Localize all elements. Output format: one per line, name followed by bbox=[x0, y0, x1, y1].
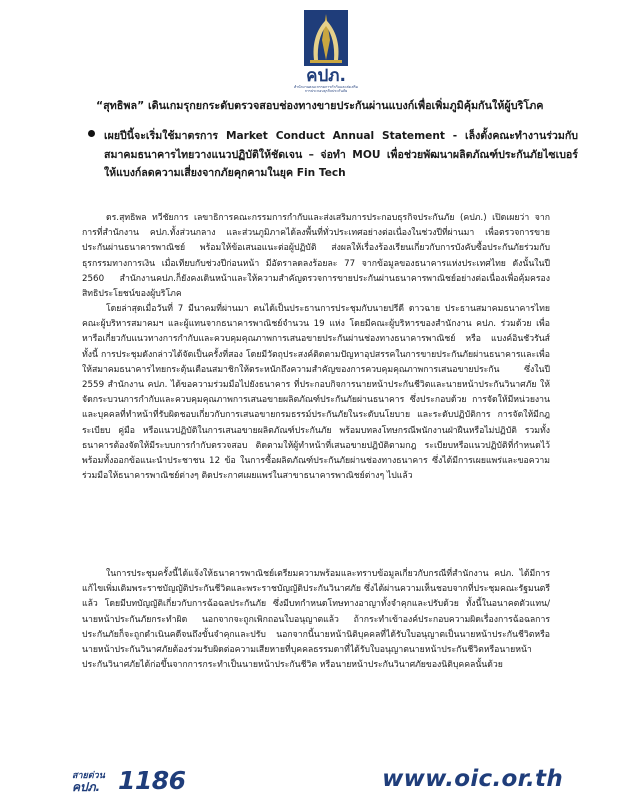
summary-bullet bbox=[88, 127, 578, 183]
hotline-number: 1186 bbox=[118, 766, 186, 795]
headline: “สุทธิพล” เดินเกมรุกยกระดับตรวจสอบช่องทางขายประกันผ่านแบงก์เพื่อเพิ่มภูมิคุ้มกันให้ผู้บริโภค bbox=[96, 99, 544, 112]
logo-name: คปภ. bbox=[306, 66, 346, 86]
oic-emblem-icon bbox=[304, 10, 348, 66]
bullet-icon bbox=[88, 130, 95, 137]
paragraph-3: ในการประชุมครั้งนี้ได้แจ้งให้ธนาคารพาณิชย์เตรียมความพร้อมและทราบข้อมูลเกี่ยวกับกรณีที่สำนักงาน คปภ. ได้มีการแก้ไขเพิ่มเติมพระราชบัญญัติประกันชีวิตและพระราชบัญญัติประกันวินาศภัย ซึ่งได้ผ่านความเห็นชอบจากที่ประชุมคณะรัฐมนตรีแล้ว โดยมีบทบัญญัติเกี่ยวกับการฉ้อฉลประกันภัย ซึ่งมีบทกำหนดโทษทางอาญาทั้งจำคุกและปรับด้วย ทั้งนี้ในอนาคตตัวแทน/นายหน้าประกันภัยกระทำผิด นอกจากจะถูกเพิกถอนใบอนุญาตแล้ว ถ้ากระทำเข้าองค์ประกอบความผิดเรื่องการฉ้อฉลการประกันภัยก็จะถูกดำเนินคดีจนถึงขั้นจำคุกและปรับ นอกจากนี้นายหน้านิติบุคคลที่ได้รับใบอนุญาตเป็นนายหน้าประกันชีวิตหรือนายหน้าประกันวินาศภัยต้องร่วมรับผิดต่อความเสียหายที่บุคคลธรรมดาที่ได้รับใบอนุญาตนายหน้าประกันชีวิตหรือนายหน้าประกันวินาศภัยได้ก่อขึ้นจากการกระทำเป็นนายหน้าประกันชีวิต หรือนายหน้าประกันวินาศภัยของนิติบุคคลนั้นด้วย bbox=[82, 569, 550, 671]
logo-subtitle-1: สำนักงานคณะกรรมการกำกับและส่งเสริม bbox=[293, 85, 359, 89]
hotline bbox=[66, 766, 216, 796]
summary-bullet-text: เผยปีนี้จะเริ่มใช้มาตรการ Market Conduct Annual Statement - เล็งตั้งคณะทำงานร่วมกับสมาคมธนาคารไทยวางแนวปฏิบัติให้ชัดเจน – จ่อทำ MOU เพื่อช่วยพัฒนาผลิตภัณฑ์ประกันภัยไซเบอร์ให้แบงก์ลดความเสี่ยงจากภัยคุกคามในยุค Fin Tech bbox=[104, 130, 578, 179]
hotline-label: สายด่วน bbox=[72, 771, 105, 781]
logo-subtitle-2: การประกอบธุรกิจประกันภัย bbox=[304, 89, 348, 94]
paragraph-2: โดยล่าสุดเมื่อวันที่ 7 มีนาคมที่ผ่านมา ตนได้เป็นประธานการประชุมกับนายปรีดี ดาวฉาย ประธานสมาคมธนาคารไทย คณะผู้บริหารสมาคมฯ และผู้แทนจากธนาคารพาณิชย์จำนวน 19 แห่ง โดยมีคณะผู้บริหารของสำนักงาน คปภ. ร่วมด้วย เพื่อหารือเกี่ยวกับแนวทางการกำกับและควบคุมคุณภาพการเสนอขายประกันผ่านช่องทางธนาคารพาณิชย์ หรือ แบงค์อินชัวรันส์ ทั้งนี้ การประชุมดังกล่าวได้จัดเป็นครั้งที่สอง โดยมีวัตถุประสงค์ติดตามปัญหาอุปสรรคในการขายประกันภัยผ่านธนาคารและเพื่อให้สมาคมธนาคารไทยกระตุ้นเตือนสมาชิกให้ตระหนักถึงความสำคัญของการควบคุมคุณภาพการเสนอขายประกัน ซึ่งในปี 2559 สำนักงาน คปภ. ได้ขอความร่วมมือไปยังธนาคาร ที่ประกอบกิจการนายหน้าประกันชีวิตและนายหน้าประกันวินาศภัย ให้จัดกระบวนการกำกับและควบคุมคุณภาพการเสนอขายผลิตภัณฑ์ประกันภัยผ่านธนาคาร ซึ่งประกอบด้วย การจัดให้มีหน่วยงานและบุคคลที่ทำหน้าที่รับผิดชอบเกี่ยวกับการเสนอขายกรมธรรม์ประกันภัยในระดับนโยบาย และระดับปฏิบัติการ การจัดให้มีกฎ ระเบียบ คู่มือ หรือแนวปฏิบัติในการเสนอขายผลิตภัณฑ์ประกันภัย พร้อมบทลงโทษกรณีพนักงานฝ่าฝืนหรือไม่ปฏิบัติ รวมทั้งธนาคารต้องจัดให้มีระบบการกำกับตรวจสอบ ติดตามให้ผู้ทำหน้าที่เสนอขายปฏิบัติตามกฎ ระเบียบหรือแนวปฏิบัติที่กำหนดไว้ พร้อมทั้งออกข้อแนะนำประชาชน 12 ข้อ ในการซื้อผลิตภัณฑ์ประกันภัยผ่านช่องทางธนาคาร ซึ่งได้มีการเผยแพร่และขอความร่วมมือให้ธนาคารพาณิชย์ต่างๆ ติดประกาศเผยแพร่ในสาขาธนาคารพาณิชย์ต่างๆ ไปแล้ว bbox=[82, 304, 550, 482]
hotline-brand: คปภ. bbox=[72, 780, 101, 794]
website-url: www.oic.or.th bbox=[382, 766, 563, 792]
oic-logo bbox=[281, 10, 371, 94]
paragraph-1: ดร.สุทธิพล ทวีชัยการ เลขาธิการคณะกรรมการกำกับและส่งเสริมการประกอบธุรกิจประกันภัย (คปภ.) เปิดเผยว่า จากการที่สำนักงาน คปภ.ทั้งส่วนกลาง และส่วนภูมิภาคได้ลงพื้นที่ทั่วประเทศอย่างต่อเนื่องในช่วงปีที่ผ่านมา เพื่อตรวจการขายประกันผ่านธนาคารพาณิชย์ พร้อมให้ข้อเสนอแนะต่อผู้ปฏิบัติ ส่งผลให้เรื่องร้องเรียนเกี่ยวกับการบังคับซื้อประกันภัยร่วมกับธุรกรรมทางการเงิน เมื่อเทียบกับช่วงปีก่อนหน้า มีอัตราลดลงร้อยละ 77 จากข้อมูลของธนาคารแห่งประเทศไทย ดังนั้นในปี 2560 สำนักงานคปภ.ก็ยังคงเดินหน้าและให้ความสำคัญตรวจการขายประกันผ่านธนาคารพาณิชย์อย่างต่อเนื่องเพื่อคุ้มครองสิทธิประโยชน์ของผู้บริโภค bbox=[82, 213, 550, 300]
footer bbox=[0, 752, 625, 808]
